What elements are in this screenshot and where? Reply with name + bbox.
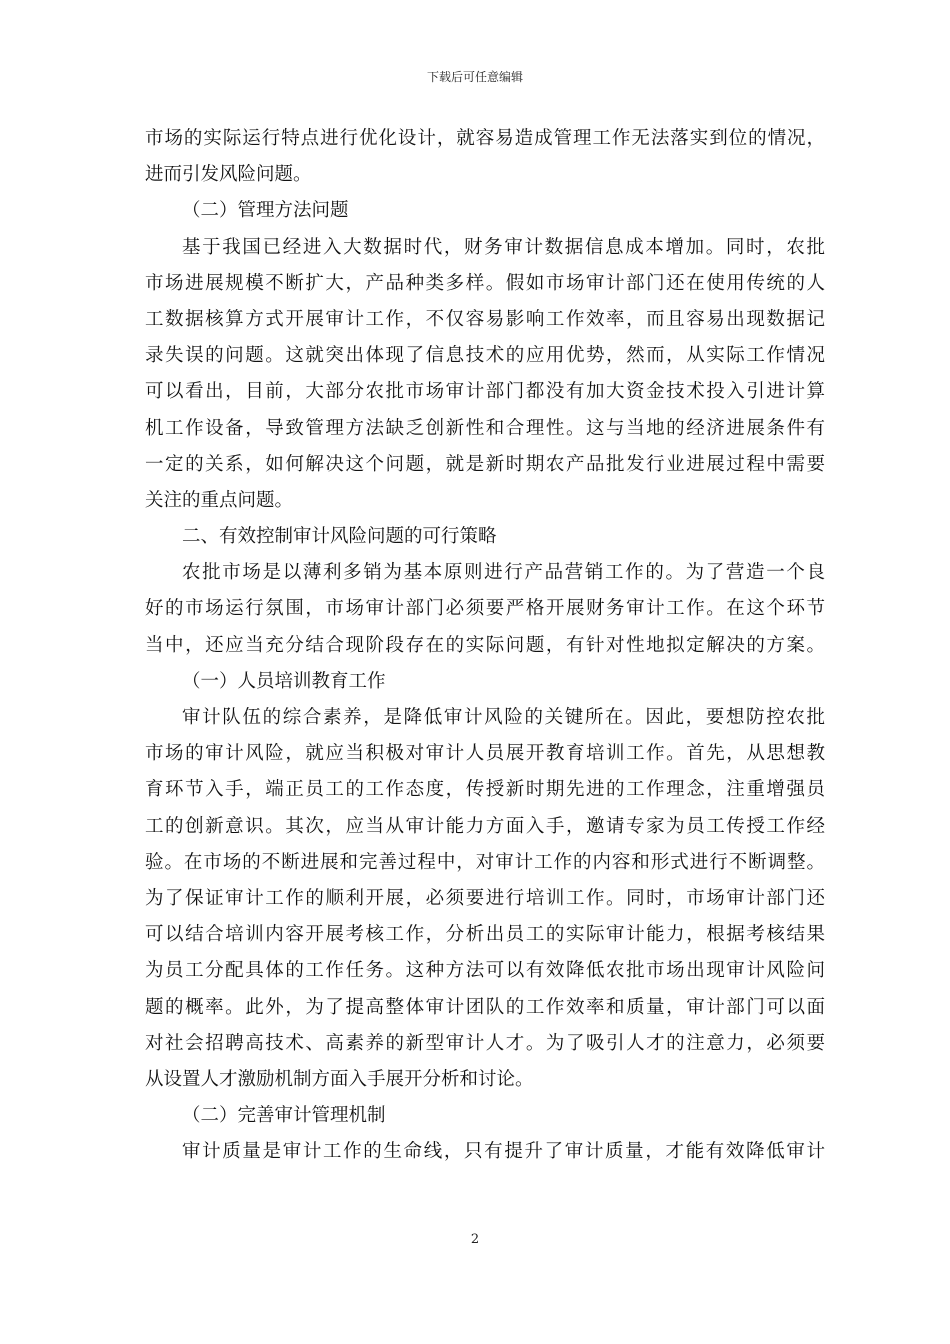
section-heading: （二）完善审计管理机制 (182, 1105, 386, 1127)
text-line: 市场的审计风险，就应当积极对审计人员展开教育培训工作。首先，从思想教 (145, 743, 825, 765)
section-heading: （二）管理方法问题 (182, 200, 349, 222)
text-line: 基于我国已经进入大数据时代，财务审计数据信息成本增加。同时，农批 (182, 236, 825, 258)
text-line: 机工作设备，导致管理方法缺乏创新性和合理性。这与当地的经济进展条件有 (145, 417, 825, 439)
text-line: 录失误的问题。这就突出体现了信息技术的应用优势，然而，从实际工作情况 (145, 345, 825, 367)
text-line: 为员工分配具体的工作任务。这种方法可以有效降低农批市场出现审计风险问 (145, 960, 825, 982)
text-line: 工的创新意识。其次，应当从审计能力方面入手，邀请专家为员工传授工作经 (145, 815, 825, 837)
text-line: 对社会招聘高技术、高素养的新型审计人才。为了吸引人才的注意力，必须要 (145, 1032, 825, 1054)
text-line: 进而引发风险问题。 (145, 164, 312, 186)
text-line: 育环节入手，端正员工的工作态度，传授新时期先进的工作理念，注重增强员 (145, 779, 825, 801)
text-line: 为了保证审计工作的顺利开展，必须要进行培训工作。同时，市场审计部门还 (145, 887, 825, 909)
page-number: 2 (470, 1232, 480, 1247)
text-line: 市场进展规模不断扩大，产品种类多样。假如市场审计部门还在使用传统的人 (145, 272, 825, 294)
text-line: 一定的关系，如何解决这个问题，就是新时期农产品批发行业进展过程中需要 (145, 453, 825, 475)
text-line: 工数据核算方式开展审计工作，不仅容易影响工作效率，而且容易出现数据记 (145, 308, 825, 330)
text-line: 好的市场运行氛围，市场审计部门必须要严格开展财务审计工作。在这个环节 (145, 598, 825, 620)
text-line: 农批市场是以薄利多销为基本原则进行产品营销工作的。为了营造一个良 (182, 562, 825, 584)
text-line: 从设置人才激励机制方面入手展开分析和讨论。 (145, 1068, 534, 1090)
text-line: 可以结合培训内容开展考核工作，分析出员工的实际审计能力，根据考核结果 (145, 924, 825, 946)
text-line: 审计质量是审计工作的生命线，只有提升了审计质量，才能有效降低审计 (182, 1141, 825, 1163)
text-line: 题的概率。此外，为了提高整体审计团队的工作效率和质量，审计部门可以面 (145, 996, 825, 1018)
page-header: 下载后可任意编辑 (426, 70, 523, 84)
text-line: 当中，还应当充分结合现阶段存在的实际问题，有针对性地拟定解决的方案。 (145, 634, 825, 656)
section-heading: 二、有效控制审计风险问题的可行策略 (182, 526, 497, 548)
text-line: 可以看出，目前，大部分农批市场审计部门都没有加大资金技术投入引进计算 (145, 381, 825, 403)
text-line: 审计队伍的综合素养，是降低审计风险的关键所在。因此，要想防控农批 (182, 707, 825, 728)
section-heading: （一）人员培训教育工作 (182, 670, 386, 692)
document-body (145, 121, 825, 1170)
text-line: 验。在市场的不断进展和完善过程中，对审计工作的内容和形式进行不断调整。 (145, 851, 825, 873)
text-line: 关注的重点问题。 (145, 489, 294, 511)
text-line: 市场的实际运行特点进行优化设计，就容易造成管理工作无法落实到位的情况， (145, 128, 825, 149)
